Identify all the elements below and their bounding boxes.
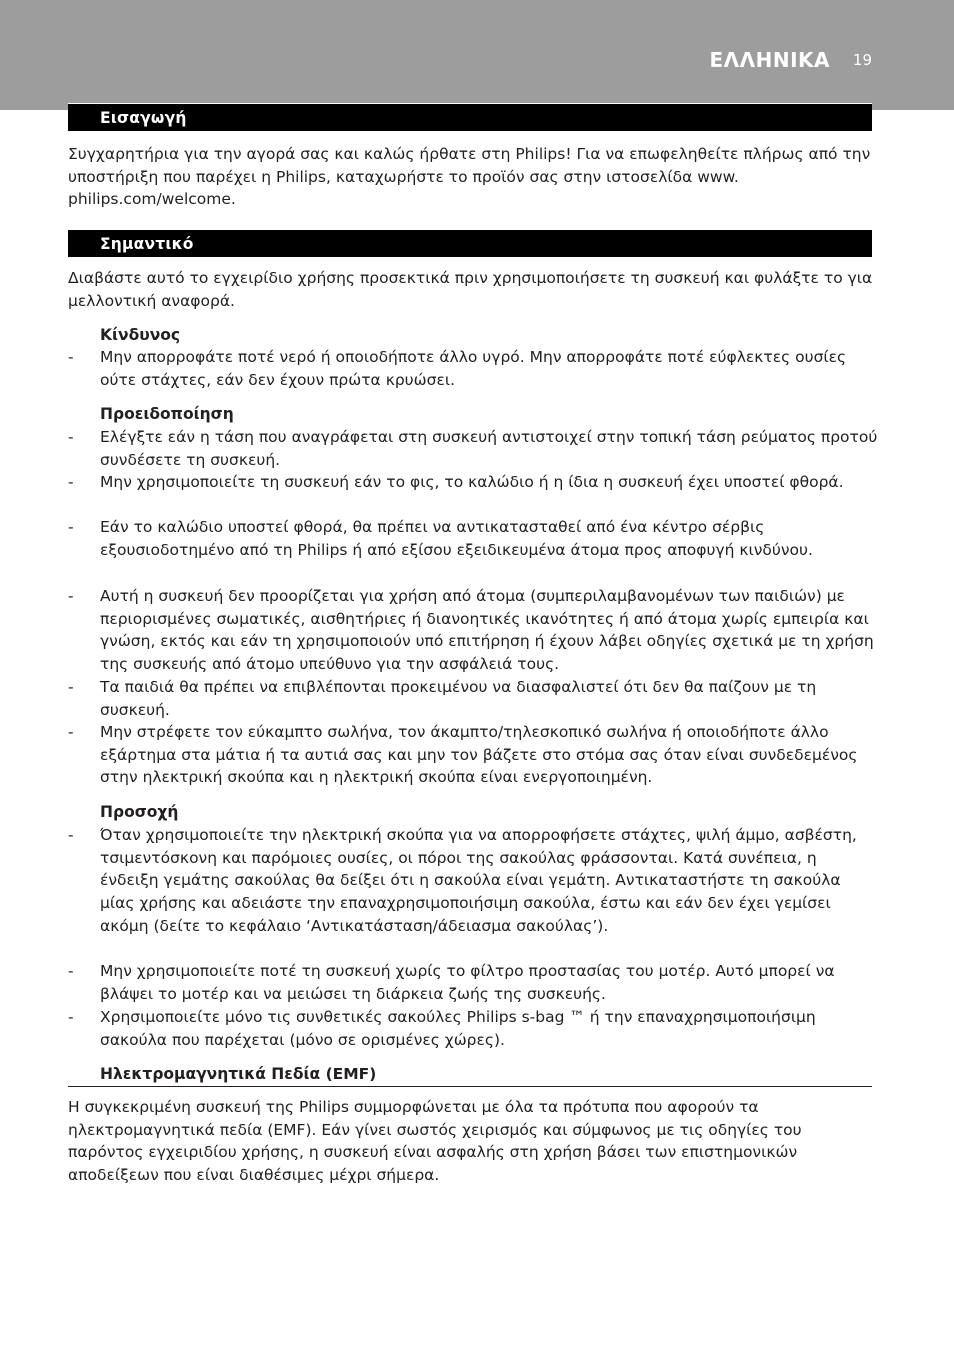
bullet-dash: -	[68, 723, 74, 741]
warning-item-text: Εάν το καλώδιο υποστεί φθορά, θα πρέπει να αντικατασταθεί από ένα κέντρο σέρβις εξουσιοδοτημένο από τη Philips ή από εξίσου εξειδικευμένα άτομα προς αποφυγή κινδύνου.	[100, 518, 813, 559]
caution-item-text: Χρησιμοποιείτε μόνο τις συνθετικές σακούλες Philips s-bag ™ ή την επαναχρησιμοποιήσιμη σακούλα που παρέχεται (μόνο σε ορισμένες χώρες).	[100, 1008, 816, 1049]
section-title-important: Σημαντικό	[100, 235, 194, 253]
page-number: 19	[852, 51, 872, 69]
warning-item	[68, 585, 878, 676]
danger-item-text: Μην απορροφάτε ποτέ νερό ή οποιοδήποτε άλλο υγρό. Μην απορροφάτε ποτέ εύφλεκτες ουσίες ούτε στάχτες, εάν δεν έχουν πρώτα κρυώσει.	[100, 348, 847, 389]
section-bar-intro	[68, 103, 872, 131]
caution-item-text: Μην χρησιμοποιείτε ποτέ τη συσκευή χωρίς το φίλτρο προστασίας του μοτέρ. Αυτό μπορεί να βλάψει το μοτέρ και να μειώσει τη διάρκεια ζωής της συσκευής.	[100, 962, 835, 1003]
danger-heading: Κίνδυνος	[100, 326, 181, 344]
danger-item	[68, 346, 878, 391]
emf-heading: Ηλεκτρομαγνητικά Πεδία (EMF)	[100, 1065, 377, 1083]
section-title-intro: Εισαγωγή	[100, 109, 187, 127]
header-band	[0, 0, 954, 110]
warning-item	[68, 471, 878, 494]
intro-paragraph: Συγχαρητήρια για την αγορά σας και καλώς ήρθατε στη Philips! Για να επωφεληθείτε πλήρως από την υποστήριξη που παρέχει η Philips, καταχωρήστε το προϊόν σας στην ιστοσελίδα www. philips.com/welcome.	[68, 145, 871, 209]
bullet-dash: -	[68, 678, 74, 696]
warning-item-text: Αυτή η συσκευή δεν προορίζεται για χρήση από άτομα (συμπεριλαμβανομένων των παιδιών) με περιορισμένες σωματικές, αισθητήριες ή διανοητικές ικανότητες ή από άτομα χωρίς εμπειρία και γνώση, εκτός και εάν τη χρησιμοποιούν υπό επιτήρηση ή έχουν λάβει οδηγίες σχετικά με τη χρήση της συσκευής από άτομο υπεύθυνο για την ασφάλειά τους.	[100, 587, 874, 674]
bullet-dash: -	[68, 826, 74, 844]
warning-item	[68, 516, 878, 561]
caution-heading: Προσοχή	[100, 803, 179, 821]
bullet-dash: -	[68, 962, 74, 980]
caution-item	[68, 960, 878, 1005]
warning-item	[68, 676, 878, 721]
warning-item	[68, 721, 878, 789]
bullet-dash: -	[68, 1008, 74, 1026]
caution-item-text: Όταν χρησιμοποιείτε την ηλεκτρική σκούπα για να απορροφήσετε στάχτες, ψιλή άμμο, ασβέστη, τσιμεντόσκονη και παρόμοιες ουσίες, οι πόροι της σακούλας φράσσονται. Κατά συνέπεια, η ένδειξη γεμάτης σακούλας θα δείξει ότι η σακούλα είναι γεμάτη. Αντικαταστήστε τη σακούλα μίας χρήσης και αδειάστε την επαναχρησιμοποιήσιμη σακούλα, έστω και εάν δεν έχει γεμίσει ακόμη (δείτε το κεφάλαιο ‘Αντικατάσταση/άδειασμα σακούλας’).	[100, 826, 857, 935]
caution-item	[68, 1006, 878, 1051]
bullet-dash: -	[68, 348, 74, 366]
section-divider	[68, 1086, 872, 1087]
bullet-dash: -	[68, 518, 74, 536]
warning-heading: Προειδοποίηση	[100, 405, 234, 423]
warning-item-text: Ελέγξτε εάν η τάση που αναγράφεται στη συσκευή αντιστοιχεί στην τοπική τάση ρεύματος προτού συνδέσετε τη συσκευή.	[100, 428, 878, 469]
emf-paragraph: Η συγκεκριμένη συσκευή της Philips συμμορφώνεται με όλα τα πρότυπα που αφορούν τα ηλεκτρομαγνητικά πεδία (EMF). Εάν γίνει σωστός χειρισμός και σύμφωνος με τις οδηγίες του παρόντος εγχειριδίου χρήσης, η συσκευή είναι ασφαλής στη χρήση βάσει των επιστημονικών αποδείξεων που είναι διαθέσιμες μέχρι σήμερα.	[68, 1098, 802, 1185]
section-bar-important	[68, 229, 872, 257]
bullet-dash: -	[68, 428, 74, 446]
warning-item	[68, 426, 878, 471]
language-label: ΕΛΛΗΝΙΚΑ	[709, 48, 830, 72]
warning-item-text: Μην στρέφετε τον εύκαμπτο σωλήνα, τον άκαμπτο/τηλεσκοπικό σωλήνα ή οποιοδήποτε άλλο εξάρτημα στα μάτια ή τα αυτιά σας και μην τον βάζετε στο στόμα σας όταν είναι συνδεδεμένος στην ηλεκτρική σκούπα και η ηλεκτρική σκούπα είναι ενεργοποιημένη.	[100, 723, 858, 787]
warning-item-text: Μην χρησιμοποιείτε τη συσκευή εάν το φις, το καλώδιο ή η ίδια η συσκευή έχει υποστεί φθορά.	[100, 473, 844, 491]
important-paragraph: Διαβάστε αυτό το εγχειρίδιο χρήσης προσεκτικά πριν χρησιμοποιήσετε τη συσκευή και φυλάξτε το για μελλοντική αναφορά.	[68, 269, 873, 310]
bullet-dash: -	[68, 587, 74, 605]
caution-item	[68, 824, 878, 938]
bullet-dash: -	[68, 473, 74, 491]
warning-item-text: Τα παιδιά θα πρέπει να επιβλέπονται προκειμένου να διασφαλιστεί ότι δεν θα παίζουν με τη συσκευή.	[100, 678, 817, 719]
